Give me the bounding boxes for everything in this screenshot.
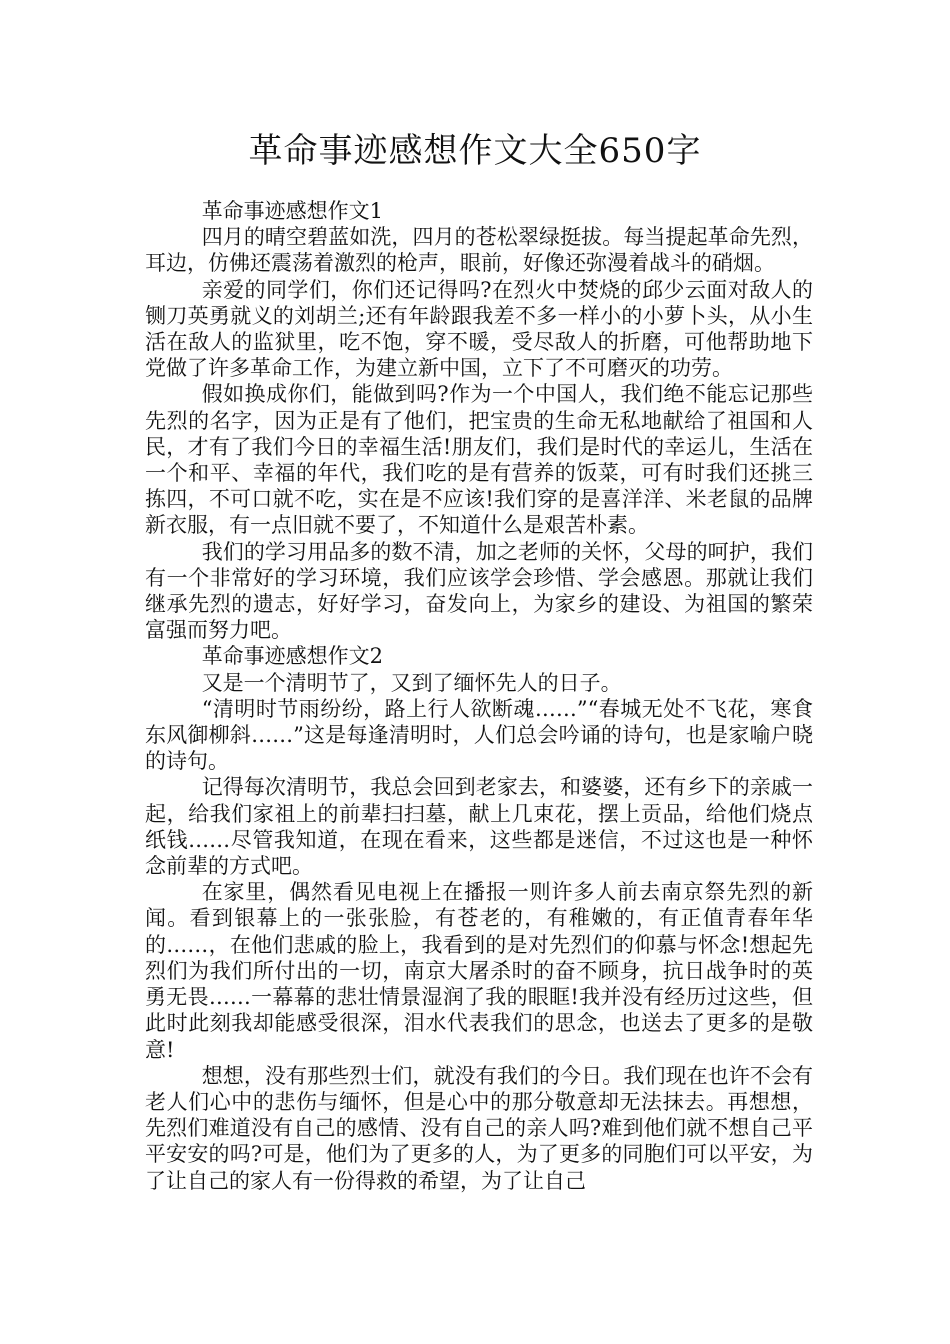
document-title: 革命事迹感想作文大全650字 (248, 131, 702, 171)
section-heading: 革命事迹感想作文2 (201, 644, 384, 669)
section-heading: 革命事迹感想作文1 (201, 199, 384, 223)
paragraph: 假如换成你们，能做到吗?作为一个中国人，我们绝不能忘记那些先烈的名字，因为正是有了他们，把宝贵的生命无私地献给了祖国和人民，才有了我们今日的幸福生活!朋友们，我们是时代的幸运儿，生活在一个和平、幸福的年代，我们吃的是有营养的饭菜，可有时我们还挑三拣四，不可口就不吃，实在是不应该!我们穿的是喜洋洋、米老鼠的品牌新衣服，有一点旧就不要了，不知道什么是艰苦朴素。 (145, 382, 813, 538)
document-body (145, 198, 813, 1194)
paragraph: 亲爱的同学们，你们还记得吗?在烈火中焚烧的邱少云面对敌人的铡刀英勇就义的刘胡兰;还有年龄跟我差不多一样小的小萝卜头，从小生活在敌人的监狱里，吃不饱，穿不暖，受尽敌人的折磨，可他帮助地下党做了许多革命工作，为建立新中国，立下了不可磨灭的功劳。 (145, 277, 813, 381)
paragraph: 在家里，偶然看见电视上在播报一则许多人前去南京祭先烈的新闻。看到银幕上的一张张脸，有苍老的，有稚嫩的，有正值青春年华的……，在他们悲戚的脸上，我看到的是对先烈们的仰慕与怀念!想起先烈们为我们所付出的一切，南京大屠杀时的奋不顾身，抗日战争时的英勇无畏……一幕幕的悲壮情景湿润了我的眼眶!我并没有经历过这些，但此时此刻我却能感受很深，泪水代表我们的思念，也送去了更多的是敬意! (145, 880, 813, 1062)
paragraph: 记得每次清明节，我总会回到老家去，和婆婆，还有乡下的亲戚一起，给我们家祖上的前辈扫扫墓，献上几束花，摆上贡品，给他们烧点纸钱……尽管我知道，在现在看来，这些都是迷信，不过这也是一种怀念前辈的方式吧。 (145, 775, 813, 879)
paragraph: 想想，没有那些烈士们，就没有我们的今日。我们现在也许不会有老人们心中的悲伤与缅怀，但是心中的那分敬意却无法抹去。再想想，先烈们难道没有自己的感情、没有自己的亲人吗?难到他们就不想自己平平安安的吗?可是，他们为了更多的人，为了更多的同胞们可以平安，为了让自己的家人有一份得救的希望，为了让自己 (145, 1063, 813, 1193)
paragraph: 我们的学习用品多的数不清，加之老师的关怀，父母的呵护，我们有一个非常好的学习环境，我们应该学会珍惜、学会感恩。那就让我们继承先烈的遗志，好好学习，奋发向上，为家乡的建设、为祖国的繁荣富强而努力吧。 (145, 539, 813, 643)
paragraph: 四月的晴空碧蓝如洗，四月的苍松翠绿挺拔。每当提起革命先烈，耳边，仿佛还震荡着激烈的枪声，眼前，好像还弥漫着战斗的硝烟。 (145, 225, 813, 276)
paragraph: 又是一个清明节了，又到了缅怀先人的日子。 (201, 670, 622, 695)
paragraph: “清明时节雨纷纷，路上行人欲断魂……”“春城无处不飞花，寒食东风御柳斜……”这是每逢清明时，人们总会吟诵的诗句，也是家喻户晓的诗句。 (145, 696, 813, 774)
